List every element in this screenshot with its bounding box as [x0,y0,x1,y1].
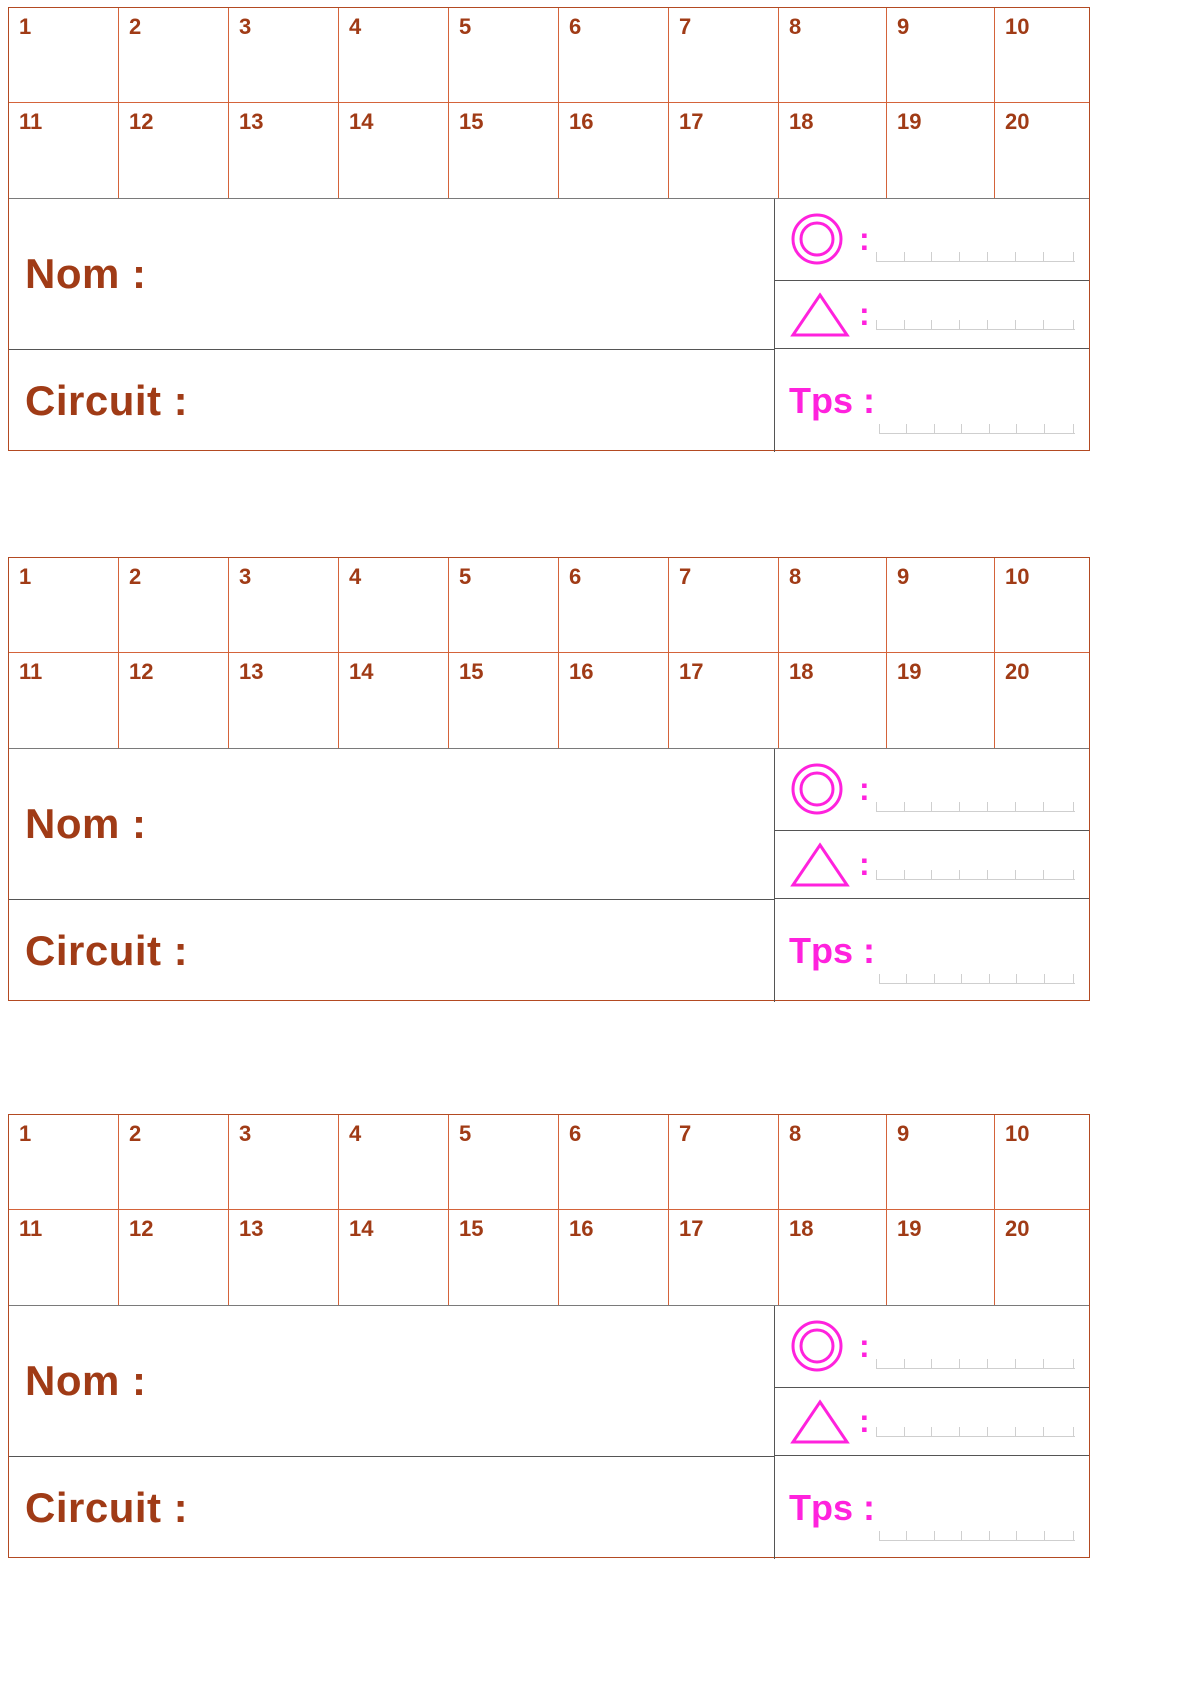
triangle-icon [789,290,851,340]
lap-cell[interactable]: 17 [669,1210,779,1305]
lap-cell[interactable]: 17 [669,103,779,198]
card-bottom [9,1305,1089,1559]
lap-cell[interactable]: 13 [229,653,339,748]
card-bottom-left [9,1306,775,1559]
lap-cell[interactable]: 8 [779,558,887,652]
lap-cell[interactable]: 7 [669,8,779,102]
lap-row-2 [9,103,1089,198]
lap-row-2 [9,1210,1089,1305]
lap-cell[interactable]: 10 [1005,564,1030,589]
lap-cell[interactable]: 15 [449,103,559,198]
lap-row-1 [9,558,1089,653]
triangle-score-field[interactable] [775,281,1089,350]
circle-score-field[interactable] [775,1306,1089,1388]
lap-cell[interactable]: 8 [779,8,887,102]
circuit-field[interactable] [9,1457,774,1559]
tps-write-line[interactable] [879,967,1075,984]
circle-score-field[interactable] [775,749,1089,831]
circle-colon: : [859,1327,870,1364]
lap-cell[interactable]: 20 [1005,1216,1030,1241]
lap-cell[interactable]: 20 [1005,109,1030,134]
lap-cell[interactable]: 1 [9,8,119,102]
tps-label: Tps : [789,1486,875,1528]
lap-cell[interactable]: 6 [559,8,669,102]
circuit-label: Circuit : [25,927,189,974]
triangle-icon [789,840,851,890]
lap-cell[interactable]: 4 [339,8,449,102]
triangle-write-line[interactable] [876,313,1075,330]
race-card [8,7,1090,451]
triangle-colon: : [859,296,870,333]
lap-row-1 [9,8,1089,103]
lap-cell[interactable]: 18 [779,103,887,198]
tps-field[interactable] [775,899,1089,1002]
circuit-label: Circuit : [25,1484,189,1531]
circuit-field[interactable] [9,350,774,452]
card-bottom-left [9,199,775,452]
race-card [8,1114,1090,1558]
lap-cell[interactable]: 3 [229,8,339,102]
lap-cell[interactable]: 11 [9,103,119,198]
lap-number-grid [9,558,1089,748]
lap-cell[interactable]: 16 [559,1210,669,1305]
lap-cell[interactable]: 14 [339,103,449,198]
triangle-colon: : [859,846,870,883]
lap-cell[interactable]: 18 [779,653,887,748]
circuit-label: Circuit : [25,377,189,424]
lap-cell[interactable]: 16 [559,103,669,198]
card-bottom-right [775,1306,1089,1559]
lap-cell[interactable]: 14 [339,653,449,748]
lap-cell[interactable]: 2 [119,1115,229,1209]
lap-cell[interactable]: 15 [449,653,559,748]
lap-cell[interactable]: 16 [559,653,669,748]
lap-cell[interactable]: 19 [887,653,995,748]
card-bottom-right [775,199,1089,452]
lap-cell[interactable]: 10 [1005,14,1030,39]
circle-colon: : [859,770,870,807]
double-circle-icon [789,211,851,267]
circle-write-line[interactable] [876,1352,1075,1369]
lap-row-2 [9,653,1089,748]
triangle-icon [789,1397,851,1447]
triangle-colon: : [859,1403,870,1440]
lap-cell[interactable]: 6 [559,1115,669,1209]
triangle-write-line[interactable] [876,863,1075,880]
lap-cell[interactable]: 1 [9,1115,119,1209]
lap-cell[interactable]: 2 [119,558,229,652]
lap-cell[interactable]: 9 [887,558,995,652]
lap-number-grid [9,1115,1089,1305]
triangle-score-field[interactable] [775,1388,1089,1457]
lap-cell[interactable]: 12 [119,1210,229,1305]
lap-cell[interactable]: 4 [339,558,449,652]
lap-cell[interactable]: 20 [1005,659,1030,684]
lap-cell[interactable]: 13 [229,103,339,198]
circle-write-line[interactable] [876,245,1075,262]
lap-cell[interactable]: 8 [779,1115,887,1209]
nom-field[interactable] [9,199,774,350]
lap-cell[interactable]: 11 [9,653,119,748]
double-circle-icon [789,1318,851,1374]
lap-cell[interactable]: 15 [449,1210,559,1305]
lap-cell[interactable]: 5 [449,558,559,652]
nom-field[interactable] [9,749,774,900]
triangle-write-line[interactable] [876,1420,1075,1437]
card-bottom [9,748,1089,1002]
lap-cell[interactable]: 10 [1005,1121,1030,1146]
tps-field[interactable] [775,1456,1089,1559]
lap-cell[interactable]: 5 [449,1115,559,1209]
race-card [8,557,1090,1001]
lap-cell[interactable]: 7 [669,1115,779,1209]
tps-field[interactable] [775,349,1089,452]
nom-label: Nom : [25,800,147,847]
lap-cell[interactable]: 7 [669,558,779,652]
lap-cell[interactable]: 17 [669,653,779,748]
lap-cell[interactable]: 5 [449,8,559,102]
lap-cell[interactable]: 6 [559,558,669,652]
lap-cell[interactable]: 3 [229,1115,339,1209]
tps-write-line[interactable] [879,417,1075,434]
lap-cell[interactable]: 12 [119,653,229,748]
nom-label: Nom : [25,250,147,297]
circle-write-line[interactable] [876,795,1075,812]
lap-cell[interactable]: 19 [887,103,995,198]
circuit-field[interactable] [9,900,774,1002]
card-bottom-right [775,749,1089,1002]
lap-cell[interactable]: 2 [119,8,229,102]
nom-field[interactable] [9,1306,774,1457]
tps-write-line[interactable] [879,1524,1075,1541]
lap-cell[interactable]: 1 [9,558,119,652]
lap-cell[interactable]: 13 [229,1210,339,1305]
lap-cell[interactable]: 19 [887,1210,995,1305]
lap-cell[interactable]: 11 [9,1210,119,1305]
card-bottom [9,198,1089,452]
lap-number-grid [9,8,1089,198]
card-bottom-left [9,749,775,1002]
circle-score-field[interactable] [775,199,1089,281]
lap-row-1 [9,1115,1089,1210]
lap-cell[interactable]: 9 [887,1115,995,1209]
tps-label: Tps : [789,379,875,421]
lap-cell[interactable]: 14 [339,1210,449,1305]
circle-colon: : [859,220,870,257]
lap-cell[interactable]: 12 [119,103,229,198]
lap-cell[interactable]: 18 [779,1210,887,1305]
nom-label: Nom : [25,1357,147,1404]
lap-cell[interactable]: 9 [887,8,995,102]
lap-cell[interactable]: 4 [339,1115,449,1209]
triangle-score-field[interactable] [775,831,1089,900]
lap-cell[interactable]: 3 [229,558,339,652]
double-circle-icon [789,761,851,817]
tps-label: Tps : [789,929,875,971]
